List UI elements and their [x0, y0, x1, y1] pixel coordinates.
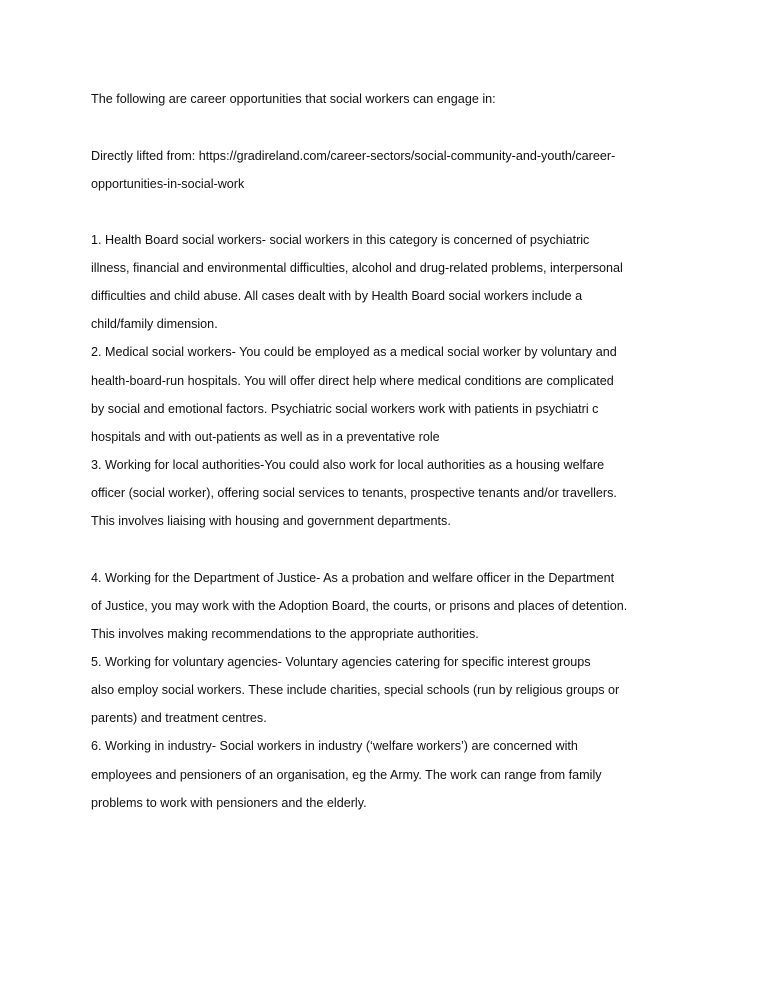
item-1-line: difficulties and child abuse. All cases dealt with by Health Board social workers include a	[91, 289, 583, 303]
item-2-line: by social and emotional factors. Psychiatric social workers work with patients in psychiatri c	[91, 402, 599, 416]
item-2-line: hospitals and with out-patients as well as in a preventative role	[91, 430, 440, 444]
item-3-line: This involves liaising with housing and government departments.	[91, 514, 451, 528]
item-2-line: 2. Medical social workers- You could be employed as a medical social worker by voluntary and	[91, 345, 617, 359]
item-4-line: 4. Working for the Department of Justice- As a probation and welfare officer in the Department	[91, 571, 615, 585]
item-5-line: parents) and treatment centres.	[91, 711, 267, 725]
intro-text: The following are career opportunities that social workers can engage in:	[91, 92, 496, 106]
source-line: Directly lifted from: https://gradireland.com/career-sectors/social-community-and-youth/career-	[91, 149, 616, 163]
item-5-line: 5. Working for voluntary agencies- Voluntary agencies catering for specific interest groups	[91, 655, 591, 669]
item-3-line: officer (social worker), offering social services to tenants, prospective tenants and/or travellers.	[91, 486, 617, 500]
item-6-line: employees and pensioners of an organisation, eg the Army. The work can range from family	[91, 768, 602, 782]
item-6-line: 6. Working in industry- Social workers in industry (‘welfare workers’) are concerned with	[91, 739, 578, 753]
item-2-line: health-board-run hospitals. You will offer direct help where medical conditions are complicated	[91, 374, 614, 388]
item-1-line: illness, financial and environmental difficulties, alcohol and drug-related problems, interpersonal	[91, 261, 623, 275]
item-6-line: problems to work with pensioners and the elderly.	[91, 796, 367, 810]
item-3-line: 3. Working for local authorities-You could also work for local authorities as a housing welfare	[91, 458, 605, 472]
source-line: opportunities-in-social-work	[91, 177, 245, 191]
item-4-line: This involves making recommendations to the appropriate authorities.	[91, 627, 479, 641]
item-5-line: also employ social workers. These include charities, special schools (run by religious groups or	[91, 683, 620, 697]
item-1-line: 1. Health Board social workers- social workers in this category is concerned of psychiatric	[91, 233, 590, 247]
item-4-line: of Justice, you may work with the Adoption Board, the courts, or prisons and places of detention.	[91, 599, 628, 613]
item-1-line: child/family dimension.	[91, 317, 218, 331]
